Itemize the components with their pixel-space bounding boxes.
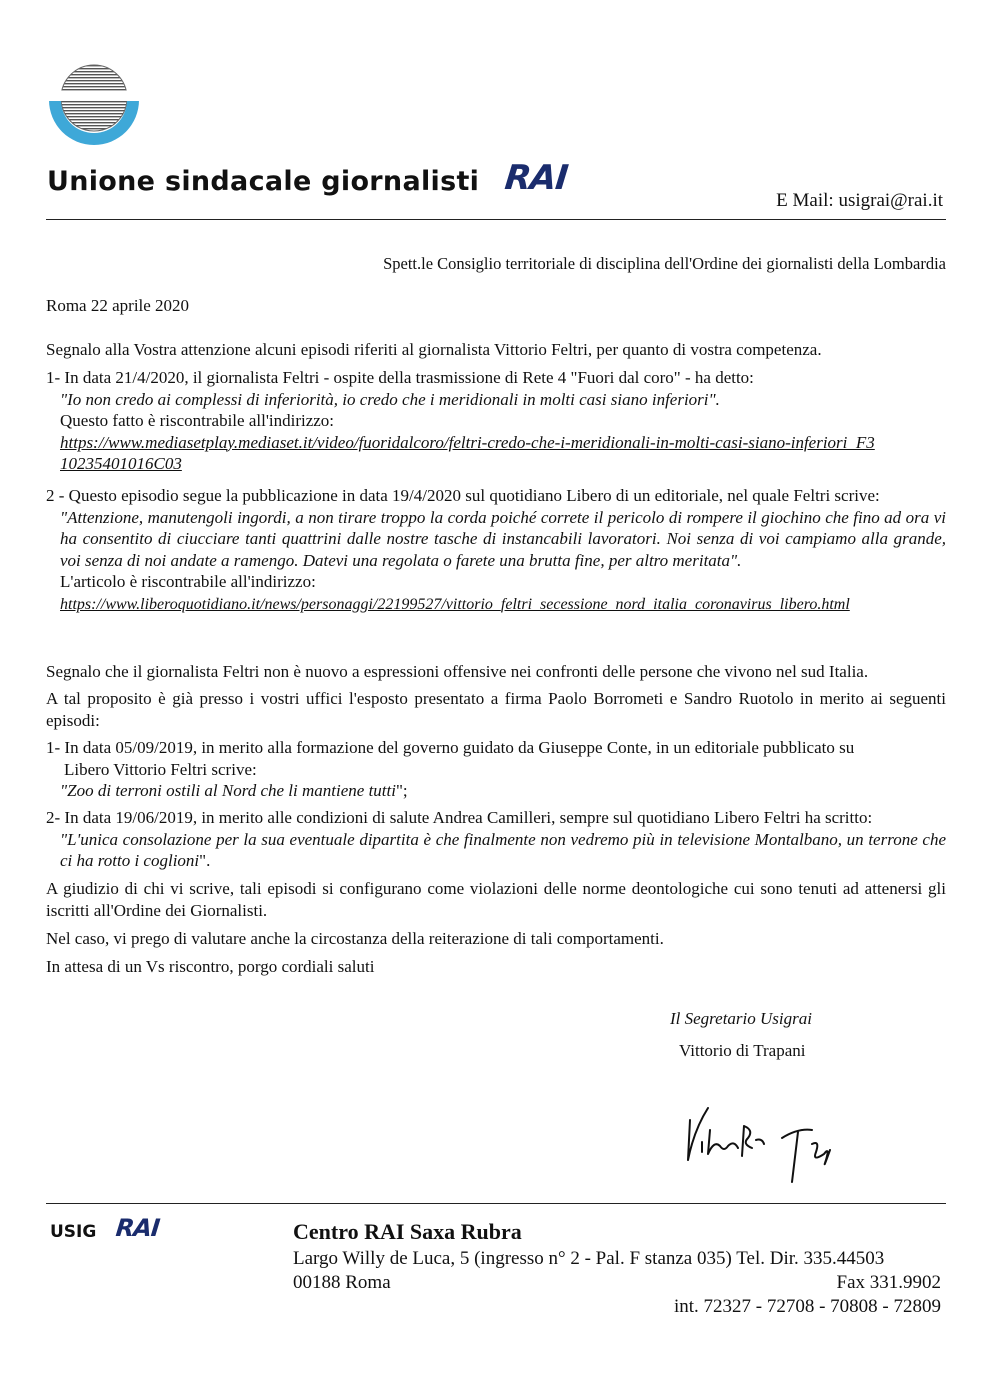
closing-line: In attesa di un Vs riscontro, porgo cordiali saluti [46, 957, 375, 976]
prior-episode-1 [46, 737, 946, 802]
handwritten-signature [680, 1090, 850, 1190]
episode-1-lead: 1- In data 21/4/2020, il giornalista Feltri - ospite della trasmissione di Rete 4 "Fuori dal coro" - ha detto: [46, 368, 754, 387]
footer-address: Largo Willy de Luca, 5 (ingresso n° 2 - Pal. F stanza 035) Tel. Dir. 335.44503 [293, 1248, 885, 1269]
offensive-paragraph: Segnalo che il giornalista Feltri non è nuovo a espressioni offensive nei confronti delle persone che vivono nel sud Italia. [46, 662, 869, 681]
episode-1-ref-label: Questo fatto è riscontrabile all'indirizzo: [60, 411, 335, 430]
recipient: Spett.le Consiglio territoriale di disciplina dell'Ordine dei giornalisti della Lombardia [383, 254, 946, 273]
episode-2-url[interactable]: https://www.liberoquotidiano.it/news/personaggi/22199527/vittorio_feltri_secessione_nord_italia_coronavirus_libero.html [60, 595, 850, 613]
rai-brand-logo: RAI [502, 158, 570, 198]
intro-paragraph: Segnalo alla Vostra attenzione alcuni episodi riferiti al giornalista Vittorio Feltri, per quanto di vostra competenza. [46, 340, 822, 359]
giudizio-paragraph: A giudizio di chi vi scrive, tali episodi si configurano come violazioni delle norme deontologiche cui sono tenuti ad attenersi gli iscritti all'Ordine dei Giornalisti. [46, 879, 946, 920]
episode-2-quote: "Attenzione, manutengoli ingordi, a non tirare troppo la corda poiché correte il pericolo di rompere il giochino che fino ad ora vi ha consentito di ciucciare tanti quattrini dalle nostre tasche di instancabili lavoratori. Noi senza di voi campiamo alla grande, voi senza di noi andate a ramengo. Datevi una regolata o farete una brutta fine, per altro meritata". [60, 507, 946, 570]
episode-1 [46, 367, 946, 475]
prior-episode-1-lead-cont: Libero Vittorio Feltri scrive: [64, 759, 257, 779]
episode-1-quote: "Io non credo ai complessi di inferiorità, io credo che i meridionali in molti casi siano inferiori". [60, 389, 720, 409]
header-divider [46, 219, 946, 220]
reiterazione-paragraph: Nel caso, vi prego di valutare anche la circostanza della reiterazione di tali comportamenti. [46, 929, 664, 948]
episode-2-lead: 2 - Questo episodio segue la pubblicazione in data 19/4/2020 sul quotidiano Libero di un editoriale, nel quale Feltri scrive: [46, 486, 880, 505]
prior-episode-1-quote-end: "; [395, 781, 408, 800]
footer-city: 00188 Roma [293, 1272, 391, 1293]
prior-episode-1-quote: "Zoo di terroni ostili al Nord che li mantiene tutti [60, 781, 396, 800]
footer-fax: Fax 331.9902 [836, 1272, 941, 1293]
prior-episode-2-quote: "L'unica consolazione per la sua eventuale dipartita è che finalmente non vedremo più in televisione Montalbano, un terrone che ci ha rotto i coglioni [60, 829, 946, 870]
letter-date: Roma 22 aprile 2020 [46, 296, 190, 315]
episode-2 [46, 485, 946, 615]
prior-episode-2-lead: 2- In data 19/06/2019, in merito alle condizioni di salute Andrea Camilleri, sempre sul quotidiano Libero Feltri ha scritto: [46, 808, 873, 827]
signature-role: Il Segretario Usigrai [670, 1009, 812, 1028]
footer-title: Centro RAI Saxa Rubra [293, 1219, 522, 1244]
footer-logo-rai: RAI [114, 1214, 161, 1242]
organization-name: Unione sindacale giornalisti [47, 166, 480, 197]
footer-divider [46, 1203, 946, 1204]
esposto-paragraph: A tal proposito è già presso i vostri uffici l'esposto presentato a firma Paolo Borrometi e Sandro Ruotolo in merito ai seguenti episodi: [46, 689, 946, 730]
footer-internal-row [293, 1296, 941, 1320]
footer-logo [50, 1214, 180, 1244]
usigrai-logo [47, 56, 142, 146]
signature-name: Vittorio di Trapani [679, 1041, 806, 1060]
prior-episode-2 [46, 807, 946, 872]
contact-email: E Mail: usigrai@rai.it [776, 190, 943, 211]
episode-1-url[interactable]: https://www.mediasetplay.mediaset.it/video/fuoridalcoro/feltri-credo-che-i-meridionali-in-molti-casi-siano-inferiori_F310235401016C03 [60, 432, 875, 473]
prior-episode-2-quote-end: ". [199, 851, 211, 870]
prior-episode-1-lead: 1- In data 05/09/2019, in merito alla formazione del governo guidato da Giuseppe Conte, in un editoriale pubblicato su [46, 738, 855, 757]
footer-internal: int. 72327 - 72708 - 70808 - 72809 [673, 1296, 941, 1317]
episode-2-ref-label: L'articolo è riscontrabile all'indirizzo: [60, 572, 316, 591]
footer-city-row [293, 1272, 941, 1294]
footer-logo-usig: USIG [50, 1222, 97, 1242]
